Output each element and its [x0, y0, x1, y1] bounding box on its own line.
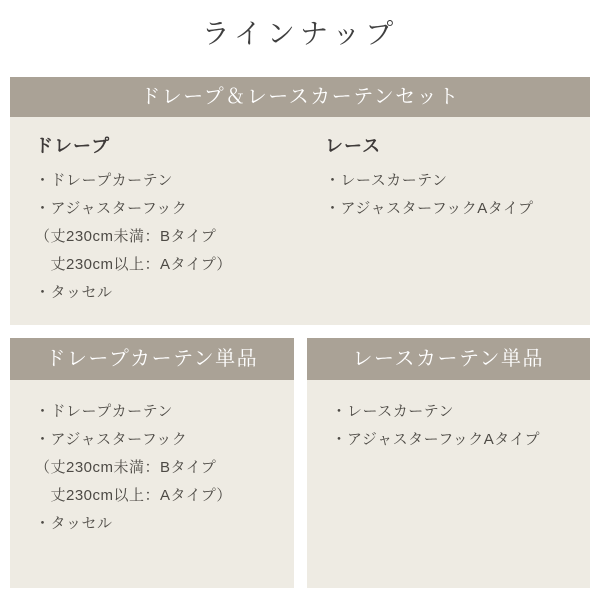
list-item: ・アジャスターフック [35, 200, 188, 217]
curtain-set-header-bar: ドレープ＆レースカーテンセット [10, 77, 590, 117]
list-item: ・レースカーテン [325, 172, 448, 189]
drape-single-header-bar: ドレープカーテン単品 [10, 338, 294, 380]
list-item: 丈230cm以上：Aタイプ） [35, 487, 232, 504]
list-item: ・タッセル [35, 515, 113, 532]
page-title: ラインナップ [201, 18, 399, 49]
list-item: ・アジャスターフック [35, 431, 188, 448]
section-lace-single [307, 338, 591, 588]
drape-item-list [35, 167, 300, 307]
list-item: （丈230cm未満：Bタイプ [35, 228, 217, 245]
section-curtain-set [10, 77, 590, 325]
section-drape-single [10, 338, 294, 588]
lace-item-list [325, 167, 590, 223]
lace-single-header-bar: レースカーテン単品 [307, 338, 591, 380]
list-item: ・タッセル [35, 284, 113, 301]
single-items-row [10, 338, 590, 588]
list-item: （丈230cm未満：Bタイプ [35, 459, 217, 476]
list-item: ・アジャスターフックAタイプ [325, 200, 534, 217]
lace-single-item-list [332, 398, 591, 454]
lace-column [300, 133, 590, 325]
list-item: ・レースカーテン [331, 403, 455, 420]
drape-single-item-list [35, 398, 294, 538]
drape-column [10, 133, 300, 325]
lineup-page [0, 14, 600, 614]
lace-single-panel [307, 380, 591, 588]
list-item: ・アジャスターフックAタイプ [331, 431, 541, 448]
lace-column-heading: レース [325, 136, 382, 156]
curtain-set-panel [10, 117, 590, 325]
list-item: ・ドレープカーテン [35, 172, 173, 189]
list-item: 丈230cm以上：Aタイプ） [35, 256, 232, 273]
list-item: ・ドレープカーテン [35, 403, 173, 420]
drape-column-heading: ドレープ [35, 136, 111, 156]
drape-single-panel [10, 380, 294, 588]
